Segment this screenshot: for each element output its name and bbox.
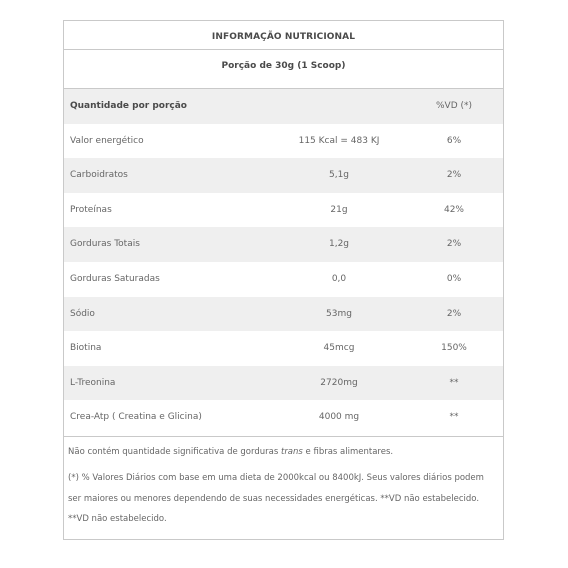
nutrient-amount: 53mg	[326, 308, 352, 319]
nutrient-dv: 2%	[446, 170, 462, 181]
table-header-row	[64, 89, 503, 124]
nutrient-amount: 115 Kcal = 483 KJ	[298, 135, 380, 146]
table-row	[64, 400, 503, 435]
nutrient-name: Gorduras Totais	[70, 239, 140, 250]
nutrient-amount: 4000 mg	[318, 412, 360, 423]
divider	[64, 49, 503, 50]
table-row	[64, 262, 503, 297]
header-dv: %VD (*)	[435, 101, 473, 111]
table-row	[64, 331, 503, 366]
nutrient-name: Carboidratos	[70, 170, 128, 181]
nutrient-name: Valor energético	[70, 135, 144, 146]
nutrient-amount: 5,1g	[328, 170, 350, 181]
nutrient-amount: 45mcg	[323, 343, 355, 354]
table-row	[64, 297, 503, 332]
nutrient-name: Proteínas	[70, 204, 112, 215]
nutrient-dv: **	[449, 412, 459, 423]
nutrient-dv: 150%	[441, 343, 467, 354]
nutrient-name: Crea-Atp ( Creatina e Glicina)	[70, 412, 202, 423]
serving-size: Porção de 30g (1 Scoop)	[221, 61, 346, 71]
footnote-suffix: e fibras alimentares.	[302, 447, 394, 457]
nutrient-amount: 0,0	[331, 274, 347, 284]
nutrient-name: Biotina	[70, 343, 102, 354]
nutrient-amount: 2720mg	[320, 377, 358, 388]
daily-values-note: (*) % Valores Diários com base em uma dieta de 2000kcal ou 8400kJ. Seus valores diários podem ser maiores ou menores dependendo de suas necessidades energéticas. **VD não estabelecido. **VD não estabelecido.	[68, 473, 484, 524]
nutrient-amount: 21g	[330, 204, 348, 215]
nutrient-dv: 0%	[446, 274, 462, 284]
divider	[64, 436, 503, 437]
footnote-prefix: Não contém quantidade significativa de gorduras	[68, 447, 281, 457]
nutrient-name: Gorduras Saturadas	[70, 274, 160, 284]
table-row	[64, 193, 503, 228]
footnote-italic: trans	[280, 447, 303, 457]
nutrition-facts-panel	[63, 20, 504, 540]
nutrient-name: L-Treonina	[70, 377, 116, 388]
nutrition-title: INFORMAÇÃO NUTRICIONAL	[211, 32, 356, 42]
nutrient-dv: 42%	[443, 204, 464, 215]
table-row	[64, 158, 503, 193]
nutrient-dv: **	[449, 377, 459, 388]
nutrient-dv: 2%	[446, 239, 462, 250]
header-name: Quantidade por porção	[70, 101, 187, 111]
nutrient-name: Sódio	[70, 308, 95, 319]
table-row	[64, 366, 503, 401]
nutrient-dv: 2%	[446, 308, 462, 319]
footnote	[68, 442, 497, 463]
nutrient-amount: 1,2g	[328, 239, 350, 250]
table-row	[64, 124, 503, 159]
table-row	[64, 227, 503, 262]
nutrient-dv: 6%	[446, 135, 462, 146]
